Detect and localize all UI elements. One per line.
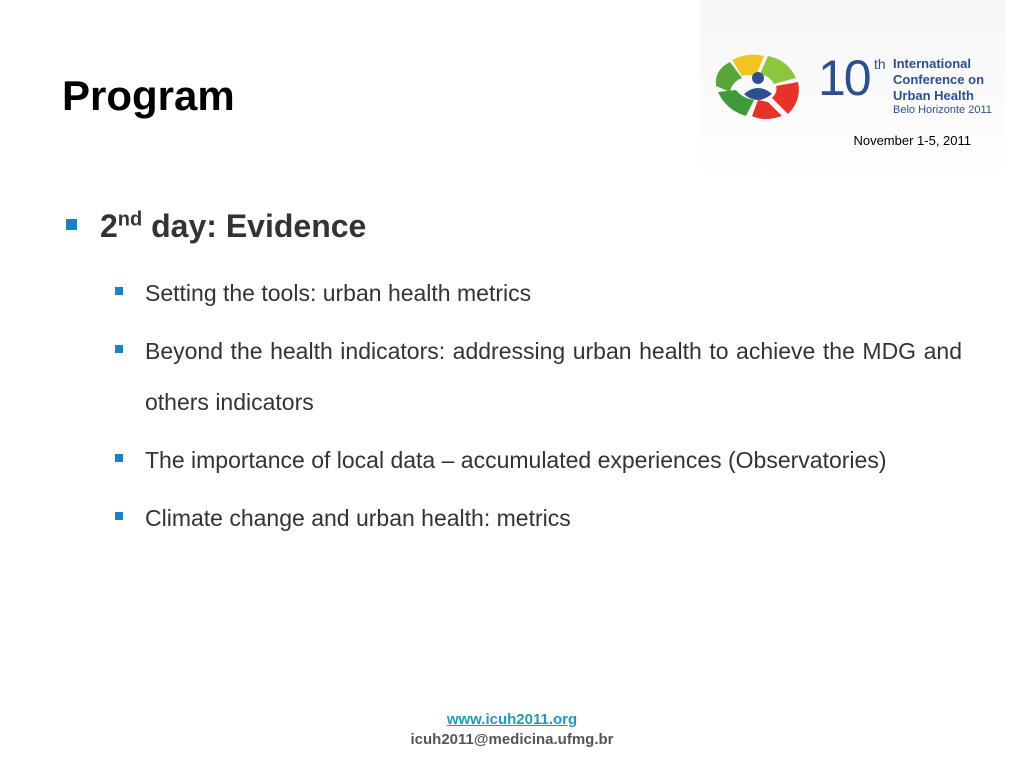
list-item <box>145 268 962 319</box>
logo-line: Urban Health <box>893 88 974 103</box>
conference-logo <box>700 0 1005 178</box>
slide-footer <box>0 710 1024 750</box>
conference-date: November 1-5, 2011 <box>853 133 971 148</box>
logo-number: 10 <box>818 50 870 106</box>
square-bullet-icon <box>115 287 123 295</box>
logo-line: International <box>893 56 972 71</box>
logo-emblem-icon <box>708 48 808 120</box>
list-item <box>145 493 962 544</box>
list-item <box>145 326 962 428</box>
heading-number: 2 <box>100 208 118 244</box>
list-item-text: Climate change and urban health: metrics <box>145 505 571 531</box>
list-item <box>145 435 962 486</box>
contact-email: icuh2011@medicina.ufmg.br <box>410 731 614 748</box>
list-item-text: The importance of local data – accumulated experiences (Observatories) <box>145 447 887 473</box>
day-heading <box>62 200 962 252</box>
square-bullet-icon <box>115 345 123 353</box>
slide-title: Program <box>62 72 235 119</box>
logo-subline: Belo Horizonte 2011 <box>893 104 992 116</box>
list-item-text: Beyond the health indicators: addressing urban health to achieve the MDG and others indicators <box>145 338 962 415</box>
logo-line: Conference on <box>893 72 985 87</box>
list-item-text: Setting the tools: urban health metrics <box>145 280 532 306</box>
heading-text: day: Evidence <box>142 208 367 244</box>
heading-ordinal: nd <box>117 208 143 231</box>
square-bullet-icon <box>115 454 123 462</box>
slide-content <box>62 200 962 551</box>
square-bullet-icon <box>66 219 77 230</box>
website-link[interactable]: www.icuh2011.org <box>446 711 578 728</box>
logo-text <box>893 56 992 117</box>
logo-number-suffix: th <box>874 56 886 72</box>
square-bullet-icon <box>115 512 123 520</box>
